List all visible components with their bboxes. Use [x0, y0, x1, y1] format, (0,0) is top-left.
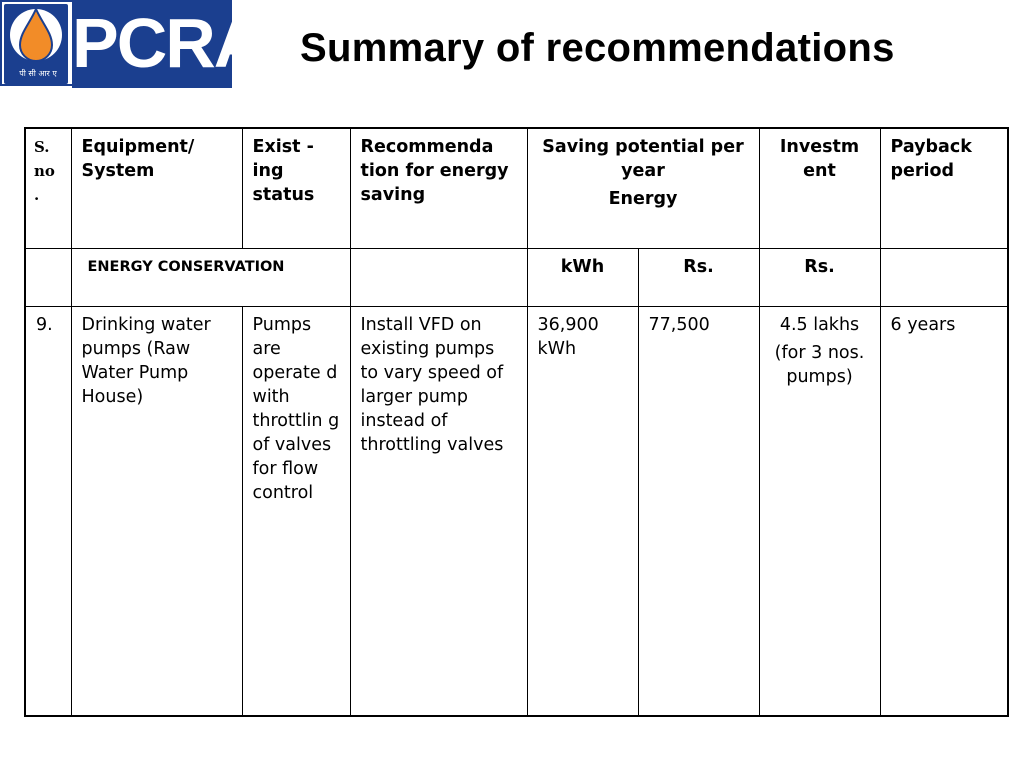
- header-recommendation: Recommenda tion for energy saving: [350, 128, 527, 249]
- cell-kwh: 36,900 kWh: [527, 307, 638, 717]
- cell-investment-value: 4.5 lakhs: [779, 315, 860, 335]
- logo-emblem: [4, 4, 68, 84]
- header-investment: Investm ent: [759, 128, 880, 249]
- cell-existing-status: Pumps are operate d with throttlin g of valves for flow control: [242, 307, 350, 717]
- cell-investment: [759, 307, 880, 717]
- subheader-empty-sno: [25, 249, 71, 307]
- table-row: [25, 307, 1008, 717]
- subheader-rs-investment: Rs.: [759, 249, 880, 307]
- oil-drop-icon: [16, 7, 56, 67]
- pcra-logo: [0, 0, 263, 86]
- header-existing-status: Exist - ing status: [242, 128, 350, 249]
- cell-payback: 6 years: [880, 307, 1008, 717]
- subheader-empty-payback: [880, 249, 1008, 307]
- cell-rs-saving: 77,500: [638, 307, 759, 717]
- cell-equipment: Drinking water pumps (Raw Water Pump House): [71, 307, 242, 717]
- section-energy-conservation: ENERGY CONSERVATION: [71, 249, 350, 307]
- subheader-rs-saving: Rs.: [638, 249, 759, 307]
- cell-investment-note: (for 3 nos. pumps): [774, 343, 865, 387]
- header-saving-potential: [527, 128, 759, 249]
- header-saving-label: Saving potential per year: [542, 137, 744, 181]
- subheader-kwh: kWh: [527, 249, 638, 307]
- cell-recommendation: Install VFD on existing pumps to vary speed of larger pump instead of throttling valves: [350, 307, 527, 717]
- logo-wordmark: PCRA: [72, 0, 232, 88]
- subheader-empty-recommendation: [350, 249, 527, 307]
- table-subheader-row: [25, 249, 1008, 307]
- cell-sno: 9.: [25, 307, 71, 717]
- header-sno: S. no .: [25, 128, 71, 249]
- header-payback: Payback period: [880, 128, 1008, 249]
- table-header-row: [25, 128, 1008, 249]
- page-title: Summary of recommendations: [300, 26, 895, 70]
- recommendations-table: [24, 127, 1009, 717]
- header-equipment: Equipment/ System: [71, 128, 242, 249]
- logo-hindi-text: पी सी आर ए: [19, 69, 57, 78]
- header-energy-label: Energy: [608, 189, 678, 209]
